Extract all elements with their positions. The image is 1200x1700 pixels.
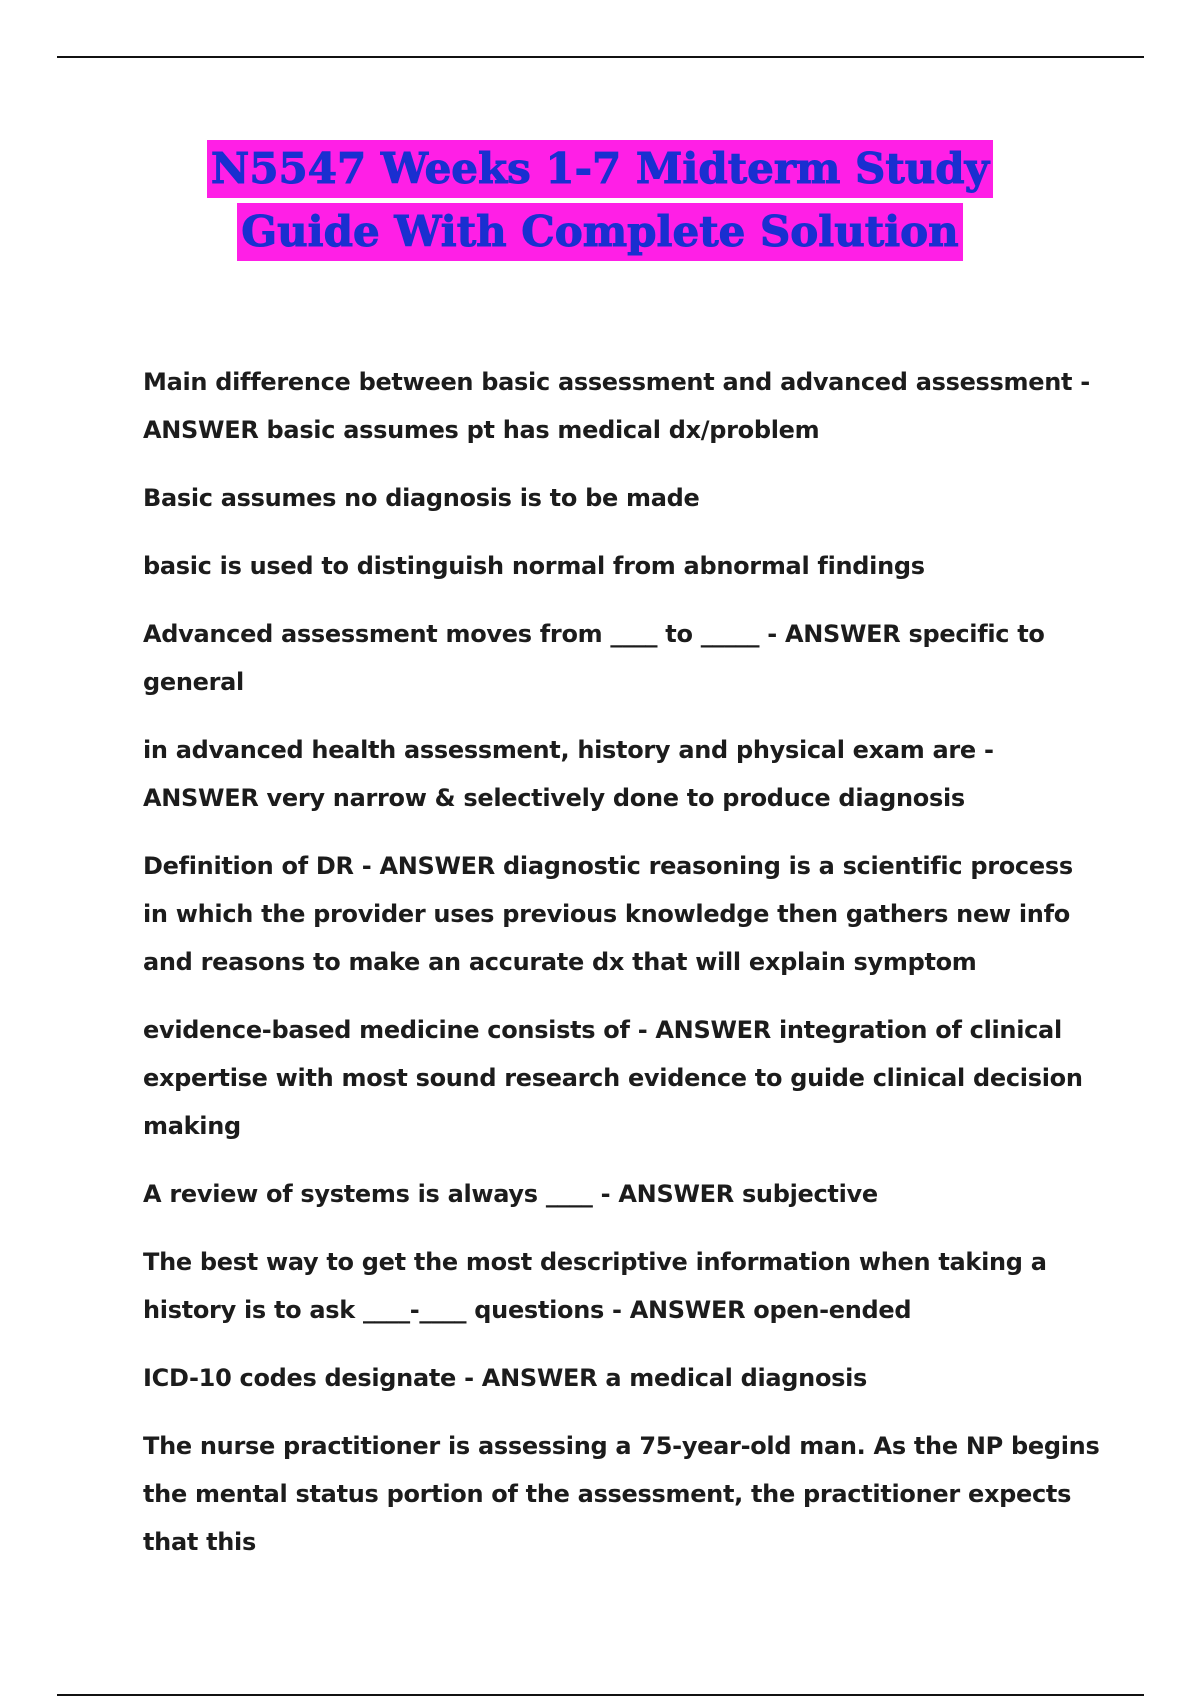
qa-paragraph: The nurse practitioner is assessing a 75-year-old man. As the NP begins the mental status portion of the assessment, the practitioner expects that this	[143, 1432, 1100, 1556]
document-title	[0, 140, 1200, 261]
qa-paragraph: Basic assumes no diagnosis is to be made	[143, 484, 700, 512]
qa-list	[143, 358, 1103, 1586]
qa-paragraph: basic is used to distinguish normal from abnormal findings	[143, 552, 925, 580]
qa-paragraph: in advanced health assessment, history and physical exam are - ANSWER very narrow & selectively done to produce diagnosis	[143, 736, 994, 812]
title-line-2: Guide With Complete Solution	[237, 203, 962, 261]
qa-paragraph: Main difference between basic assessment and advanced assessment - ANSWER basic assumes pt has medical dx/problem	[143, 368, 1090, 444]
header-rule	[57, 56, 1144, 58]
qa-paragraph: Definition of DR - ANSWER diagnostic reasoning is a scientific process in which the provider uses previous knowledge then gathers new info and reasons to make an accurate dx that will explain symptom	[143, 852, 1073, 976]
title-line-1: N5547 Weeks 1-7 Midterm Study	[207, 140, 993, 198]
qa-paragraph: evidence-based medicine consists of - ANSWER integration of clinical expertise with most sound research evidence to guide clinical decision making	[143, 1016, 1083, 1140]
footer-rule	[57, 1694, 1144, 1696]
qa-paragraph: ICD-10 codes designate - ANSWER a medical diagnosis	[143, 1364, 868, 1392]
qa-paragraph: The best way to get the most descriptive information when taking a history is to ask ____-____ questions - ANSWER open-ended	[143, 1248, 1047, 1324]
qa-paragraph: Advanced assessment moves from ____ to _____ - ANSWER specific to general	[143, 620, 1045, 696]
qa-paragraph: A review of systems is always ____ - ANSWER subjective	[143, 1180, 878, 1208]
